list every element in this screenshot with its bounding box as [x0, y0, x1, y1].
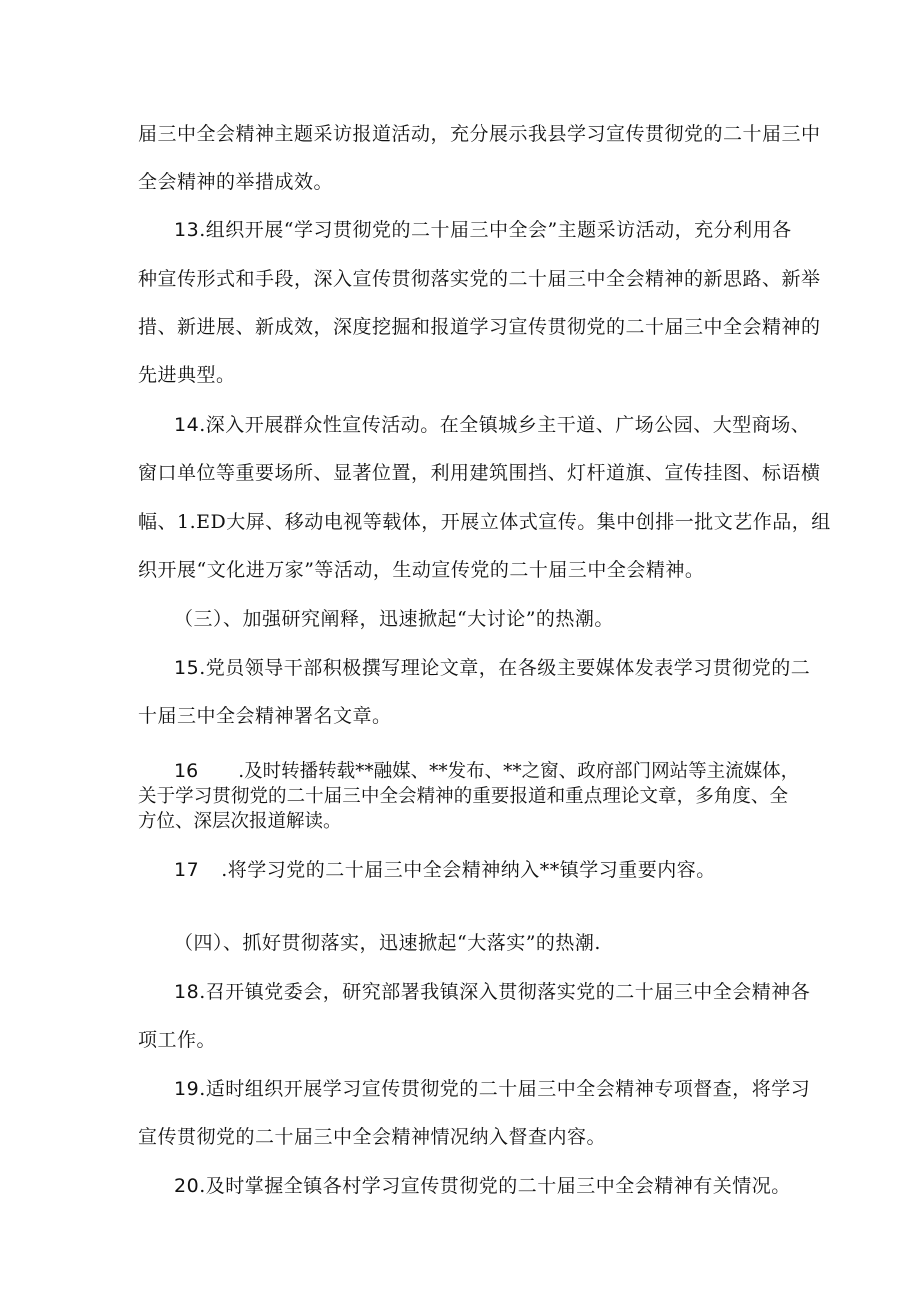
paragraph-line: 宣传贯彻党的二十届三中全会精神情况纳入督查内容。	[138, 1126, 607, 1148]
list-item-15-first-line	[174, 656, 811, 680]
item-text: .及时掌握全镇各村学习宣传贯彻党的二十届三中全会精神有关情况。	[199, 1175, 791, 1197]
paragraph-line: 种宣传形式和手段，深入宣传贯彻落实党的二十届三中全会精神的新思路、新举	[138, 268, 821, 290]
item-text: .召开镇党委会，研究部署我镇深入贯彻落实党的二十届三中全会精神各	[199, 981, 811, 1003]
list-item-20	[174, 1174, 791, 1198]
list-item-13-first-line	[174, 218, 792, 242]
paragraph-line: 措、新进展、新成效，深度挖掘和报道学习宣传贯彻党的二十届三中全会精神的	[138, 316, 821, 338]
paragraph-line: 届三中全会精神主题采访报道活动，充分展示我县学习宣传贯彻党的二十届三中	[138, 123, 821, 145]
item-text: .组织开展“学习贯彻党的二十届三中全会”主题采访活动，充分利用各	[199, 219, 792, 241]
item-text: .党员领导干部积极撰写理论文章，在各级主要媒体发表学习贯彻党的二	[199, 657, 811, 679]
paragraph-line: 十届三中全会精神署名文章。	[138, 705, 392, 727]
paragraph-line: 幅、1.ED大屏、移动电视等载体，开展立体式宣传。集中创排一批文艺作品，组	[138, 511, 831, 533]
paragraph-line: 方位、深层次报道解读。	[138, 811, 342, 832]
section-heading-4: （四）、抓好贯彻落实，迅速掀起“大落实”的热潮.	[174, 932, 601, 954]
item-number: 16	[174, 760, 199, 782]
list-item-18-first-line	[174, 980, 811, 1004]
paragraph-line: 全会精神的举措成效。	[138, 171, 334, 193]
item-number: 18	[174, 981, 200, 1003]
paragraph-line: 关于学习贯彻党的二十届三中全会精神的重要报道和重点理论文章，多角度、全	[138, 786, 788, 807]
item-number: 15	[174, 657, 200, 679]
item-number: 17	[174, 859, 200, 881]
list-item-19-first-line	[174, 1077, 811, 1101]
list-item-17	[174, 858, 788, 882]
item-text: .将学习党的二十届三中全会精神纳入**镇学习重要内容。	[221, 859, 716, 881]
item-text: .及时转播转载**融媒、**发布、**之窗、政府部门网站等主流媒体，	[238, 761, 800, 782]
list-item-16-first-line	[174, 760, 800, 783]
list-item-14-first-line	[174, 413, 811, 437]
item-number: 20	[174, 1175, 200, 1197]
paragraph-line: 先进典型。	[138, 364, 236, 386]
section-heading-3: （三）、加强研究阐释，迅速掀起“大讨论”的热潮。	[174, 608, 614, 630]
paragraph-line: 项工作。	[138, 1029, 217, 1051]
item-number: 14	[174, 414, 200, 436]
item-number: 19	[174, 1078, 200, 1100]
item-text: .适时组织开展学习宣传贯彻党的二十届三中全会精神专项督查，将学习	[199, 1078, 811, 1100]
item-text: .深入开展群众性宣传活动。在全镇城乡主干道、广场公园、大型商场、	[199, 414, 811, 436]
paragraph-line: 织开展“文化进万家”等活动，生动宣传党的二十届三中全会精神。	[138, 559, 705, 581]
item-number: 13	[174, 219, 200, 241]
paragraph-line: 窗口单位等重要场所、显著位置，利用建筑围挡、灯杆道旗、宣传挂图、标语横	[138, 462, 821, 484]
